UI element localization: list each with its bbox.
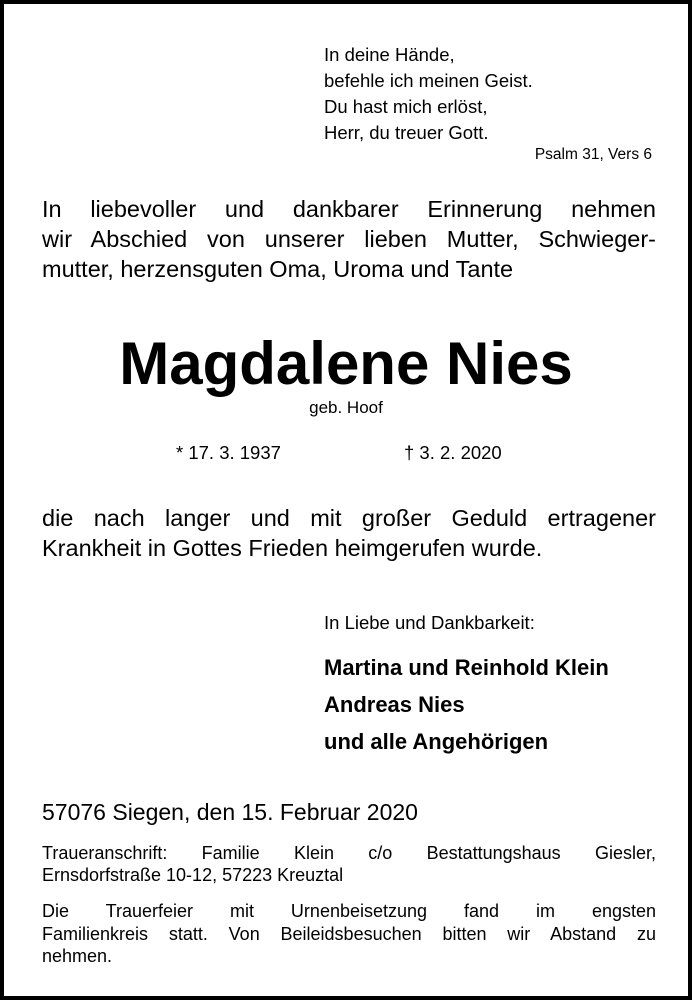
- mourner-name: Andreas Nies: [324, 692, 465, 717]
- psalm-reference: Psalm 31, Vers 6: [534, 146, 652, 163]
- death-text-line: die nach langer und mit großer Geduld ertragener: [42, 505, 656, 531]
- death-text-line: Krankheit in Gottes Frieden heimgerufen wurde.: [42, 535, 543, 561]
- place-date: 57076 Siegen, den 15. Februar 2020: [42, 799, 418, 825]
- birth-date: * 17. 3. 1937: [176, 442, 281, 463]
- ceremony-note: [42, 900, 656, 968]
- ceremony-line: nehmen.: [42, 946, 113, 966]
- psalm-line: Du hast mich erlöst,: [324, 96, 488, 117]
- psalm-line: In deine Hände,: [324, 44, 455, 65]
- address-line: Traueranschrift: Familie Klein c/o Bestattungshaus Giesler,: [42, 843, 656, 863]
- intro-line: wir Abschied von unserer lieben Mutter, Schwieger-: [42, 226, 656, 252]
- psalm-line: Herr, du treuer Gott.: [324, 122, 489, 143]
- ceremony-line: Familienkreis statt. Von Beileidsbesuchen bitten wir Abstand zu: [42, 923, 656, 944]
- mourners-list: [324, 649, 609, 760]
- thanks-line: In Liebe und Dankbarkeit:: [324, 612, 535, 633]
- psalm-line: befehle ich meinen Geist.: [324, 70, 533, 91]
- intro-line: In liebevoller und dankbarer Erinnerung nehmen: [42, 196, 656, 222]
- death-text: [42, 503, 656, 563]
- mourner-name: Martina und Reinhold Klein: [324, 655, 609, 680]
- death-date: † 3. 2. 2020: [404, 442, 502, 463]
- intro-line: mutter, herzensguten Oma, Uroma und Tante: [42, 256, 514, 282]
- psalm-quote: [324, 42, 533, 146]
- ceremony-line: Die Trauerfeier mit Urnenbeisetzung fand im engsten: [42, 901, 656, 921]
- maiden-name: geb. Hoof: [309, 398, 383, 417]
- deceased-name: Magdalene Nies: [119, 330, 573, 397]
- address-line: Ernsdorfstraße 10-12, 57223 Kreuztal: [42, 865, 344, 885]
- intro-text: [42, 194, 656, 284]
- mourning-address: [42, 842, 656, 886]
- mourner-name: und alle Angehörigen: [324, 729, 549, 754]
